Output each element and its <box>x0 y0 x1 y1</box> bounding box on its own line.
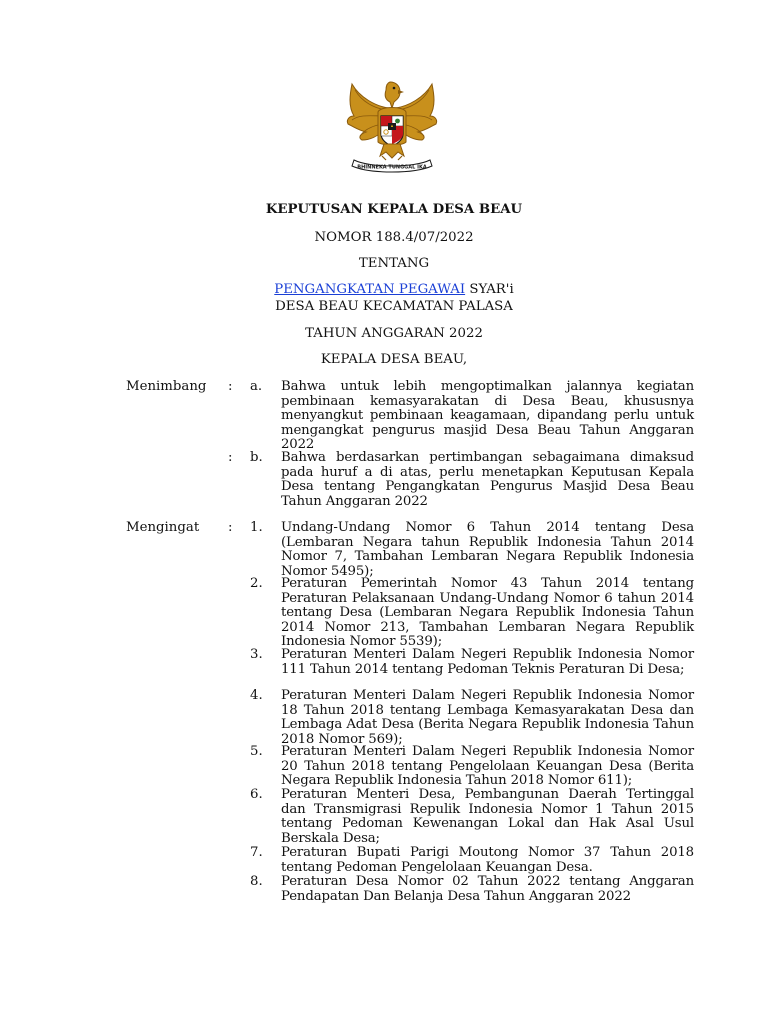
mengingat-item-4: Peraturan Menteri Dalam Negeri Republik Indonesia Nomor 18 Tahun 2018 tentang Lembaga Kemasyarakatan Desa dan Lembaga Adat Desa (Berita Negara Republik Indonesia Tahun 2018 Nomor 569); <box>281 688 694 747</box>
menimbang-item-b: Bahwa berdasarkan pertimbangan sebagaimana dimaksud pada huruf a di atas, perlu menetapkan Keputusan Kepala Desa tentang Pengangkatan Pengurus Masjid Desa Beau Tahun Anggaran 2022 <box>281 450 694 509</box>
decree-subject <box>0 282 768 298</box>
decree-title: KEPUTUSAN KEPALA DESA BEAU <box>265 202 523 217</box>
mengingat-marker-4: 4. <box>250 688 263 703</box>
mengingat-marker-6: 6. <box>250 787 263 802</box>
decree-official: KEPALA DESA BEAU, <box>320 352 468 367</box>
mengingat-marker-1: 1. <box>250 520 263 535</box>
mengingat-item-2: Peraturan Pemerintah Nomor 43 Tahun 2014 tentang Peraturan Pelaksanaan Undang-Undang Nomor 6 tahun 2014 tentang Desa (Lembaran Negara Republik Indonesia Tahun 2014 Nomor 213, Tambahan Lembaran Negara Republik Indonesia Nomor 5539); <box>281 576 694 649</box>
subject-rest: SYAR'i <box>465 282 514 297</box>
mengingat-item-1: Undang-Undang Nomor 6 Tahun 2014 tentang Desa (Lembaran Negara tahun Republik Indonesia Tahun 2014 Nomor 7, Tambahan Lembaran Negara Republik Indonesia Nomor 5495); <box>281 520 694 579</box>
menimbang-item-a: Bahwa untuk lebih mengoptimalkan jalannya kegiatan pembinaan kemasyarakatan di Desa Beau, khususnya menyangkut pembinaan keagamaan, dipandang perlu untuk mengangkat pengurus masjid Desa Beau Tahun Anggaran 2022 <box>281 379 694 452</box>
mengingat-item-6: Peraturan Menteri Desa, Pembangunan Daerah Tertinggal dan Transmigrasi Repulik Indonesia Nomor 1 Tahun 2015 tentang Pedoman Kewenangan Lokal dan Hak Asal Usul Berskala Desa; <box>281 787 694 846</box>
decree-year: TAHUN ANGGARAN 2022 <box>305 326 483 341</box>
decree-about: TENTANG <box>358 256 430 271</box>
menimbang-colon-b: : <box>228 450 233 465</box>
mengingat-marker-5: 5. <box>250 744 263 759</box>
decree-number: NOMOR 188.4/07/2022 <box>314 230 474 245</box>
menimbang-colon: : <box>228 379 233 394</box>
mengingat-item-3: Peraturan Menteri Dalam Negeri Republik Indonesia Nomor 111 Tahun 2014 tentang Pedoman Teknis Peraturan Di Desa; <box>281 647 694 677</box>
garuda-emblem-icon <box>340 76 444 176</box>
mengingat-marker-7: 7. <box>250 845 263 860</box>
mengingat-colon: : <box>228 520 233 535</box>
mengingat-item-8: Peraturan Desa Nomor 02 Tahun 2022 tentang Anggaran Pendapatan Dan Belanja Desa Tahun Anggaran 2022 <box>281 874 694 904</box>
mengingat-item-5: Peraturan Menteri Dalam Negeri Republik Indonesia Nomor 20 Tahun 2018 tentang Pengelolaan Keuangan Desa (Berita Negara Republik Indonesia Tahun 2018 Nomor 611); <box>281 744 694 788</box>
menimbang-marker-a: a. <box>250 379 263 394</box>
menimbang-marker-b: b. <box>250 450 263 465</box>
subject-link[interactable]: PENGANGKATAN PEGAWAI <box>274 282 466 297</box>
decree-subject-line2: DESA BEAU KECAMATAN PALASA <box>275 299 513 314</box>
menimbang-label: Menimbang <box>126 379 207 394</box>
mengingat-label: Mengingat <box>126 520 200 535</box>
mengingat-item-7: Peraturan Bupati Parigi Moutong Nomor 37 Tahun 2018 tentang Pedoman Pengelolaan Keuangan Desa. <box>281 845 694 875</box>
mengingat-marker-2: 2. <box>250 576 263 591</box>
mengingat-marker-3: 3. <box>250 647 263 662</box>
emblem-motto: BHINNEKA TUNGGAL IKA <box>357 164 427 171</box>
mengingat-marker-8: 8. <box>250 874 263 889</box>
